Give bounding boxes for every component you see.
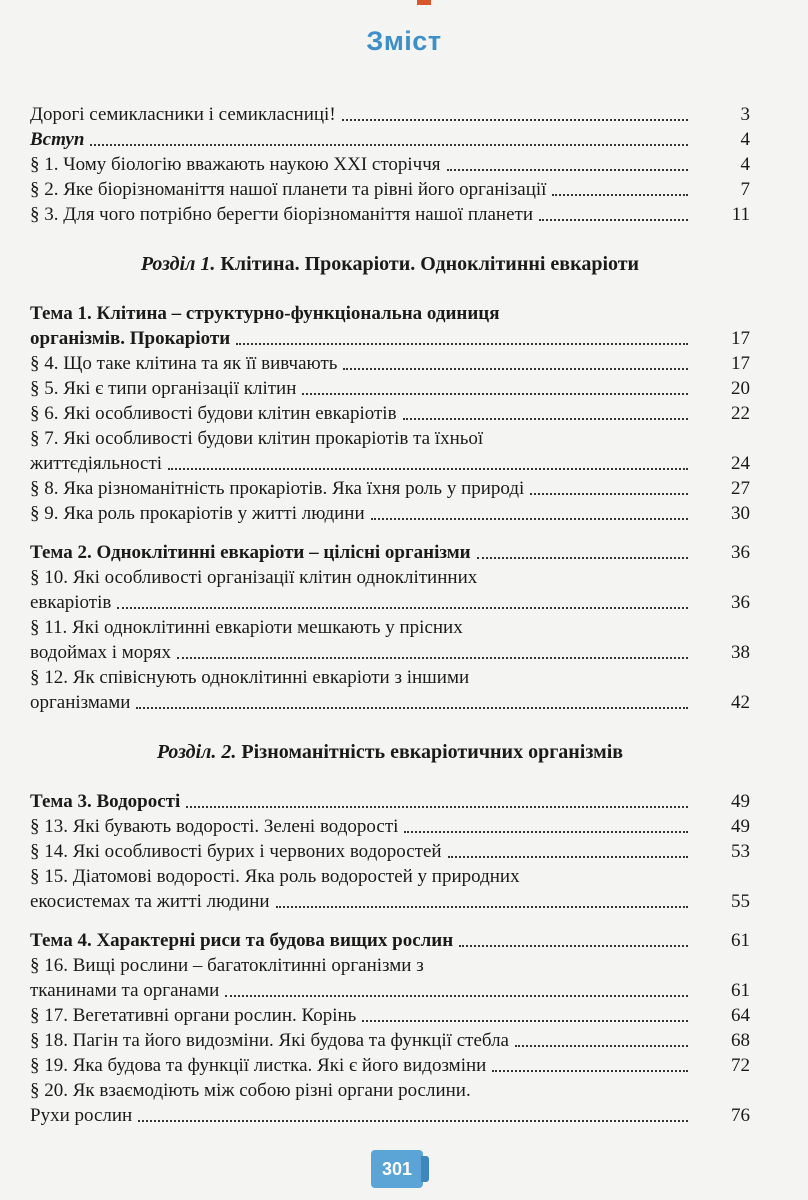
toc-entry-p10[interactable]: евкаріотів 36 xyxy=(30,592,750,613)
section-heading-1: Розділ 1. Клітина. Прокаріоти. Одноклітинні евкаріоти xyxy=(140,253,640,275)
toc-entry-p3[interactable]: § 3. Для чого потрібно берегти біорізноманіття нашої планети 11 xyxy=(30,204,750,225)
toc-entry-p15[interactable]: екосистемах та житті людини 55 xyxy=(30,891,750,912)
toc-entry-p16-line1[interactable]: § 16. Вищі рослини – багатоклітинні організми з xyxy=(30,955,424,976)
table-of-contents xyxy=(30,102,750,1128)
toc-entry-p5[interactable]: § 5. Які є типи організації клітин 20 xyxy=(30,378,750,399)
toc-entry-p15-line1[interactable]: § 15. Діатомові водорості. Яка роль водоростей у природних xyxy=(30,866,520,887)
top-accent-tab xyxy=(417,0,431,5)
toc-entry-p9[interactable]: § 9. Яка роль прокаріотів у житті людини 30 xyxy=(30,503,750,524)
toc-entry-p7-line1[interactable]: § 7. Які особливості будови клітин прокаріотів та їхньої xyxy=(30,428,484,449)
toc-entry-p2[interactable]: § 2. Яке біорізноманіття нашої планети та рівні його організації 7 xyxy=(30,179,750,200)
page-title: Зміст xyxy=(366,26,442,56)
toc-entry-intro[interactable]: Вступ 4 xyxy=(30,129,750,150)
toc-entry-p19[interactable]: § 19. Яка будова та функції листка. Які є його видозміни 72 xyxy=(30,1055,750,1076)
toc-entry-p1[interactable]: § 1. Чому біологію вважають наукою XXI сторіччя 4 xyxy=(30,154,750,175)
toc-entry-p11-line1[interactable]: § 11. Які одноклітинні евкаріоти мешкають у прісних xyxy=(30,617,463,638)
toc-entry-p20-line1[interactable]: § 20. Як взаємодіють між собою різні органи рослини. xyxy=(30,1080,471,1101)
toc-entry-p11[interactable]: водоймах і морях 38 xyxy=(30,642,750,663)
topic-1-heading[interactable]: Тема 1. Клітина – структурно-функціональна одиниця xyxy=(30,303,500,324)
toc-entry-p12-line1[interactable]: § 12. Як співіснують одноклітинні евкаріоти з іншими xyxy=(30,667,470,688)
toc-entry-topic-2[interactable]: Тема 2. Одноклітинні евкаріоти – цілісні організми 36 xyxy=(30,542,750,563)
toc-entry-p14[interactable]: § 14. Які особливості бурих і червоних водоростей 53 xyxy=(30,841,750,862)
toc-entry-p20[interactable]: Рухи рослин 76 xyxy=(30,1105,750,1126)
toc-entry-topic-4[interactable]: Тема 4. Характерні риси та будова вищих рослин 61 xyxy=(30,930,750,951)
toc-entry-topic-3[interactable]: Тема 3. Водорості 49 xyxy=(30,791,750,812)
toc-entry-p4[interactable]: § 4. Що таке клітина та як її вивчають 17 xyxy=(30,353,750,374)
toc-entry-topic-1[interactable]: організмів. Прокаріоти 17 xyxy=(30,328,750,349)
toc-entry-p7[interactable]: життєдіяльності 24 xyxy=(30,453,750,474)
toc-entry-p10-line1[interactable]: § 10. Які особливості організації клітин одноклітинних xyxy=(30,567,478,588)
toc-entry-p12[interactable]: організмами 42 xyxy=(30,692,750,713)
toc-entry-greeting[interactable]: Дорогі семикласники і семикласниці! 3 xyxy=(30,104,750,125)
toc-entry-p17[interactable]: § 17. Вегетативні органи рослин. Корінь 64 xyxy=(30,1005,750,1026)
toc-entry-p16[interactable]: тканинами та органами 61 xyxy=(30,980,750,1001)
toc-entry-p18[interactable]: § 18. Пагін та його видозміни. Які будова та функції стебла 68 xyxy=(30,1030,750,1051)
toc-entry-p8[interactable]: § 8. Яка різноманітність прокаріотів. Яка їхня роль у природі 27 xyxy=(30,478,750,499)
page-number-badge: 301 xyxy=(371,1150,423,1188)
toc-entry-p6[interactable]: § 6. Які особливості будови клітин евкаріотів 22 xyxy=(30,403,750,424)
section-heading-2: Розділ. 2. Різноманітність евкаріотичних організмів xyxy=(156,741,624,763)
toc-entry-p13[interactable]: § 13. Які бувають водорості. Зелені водорості 49 xyxy=(30,816,750,837)
